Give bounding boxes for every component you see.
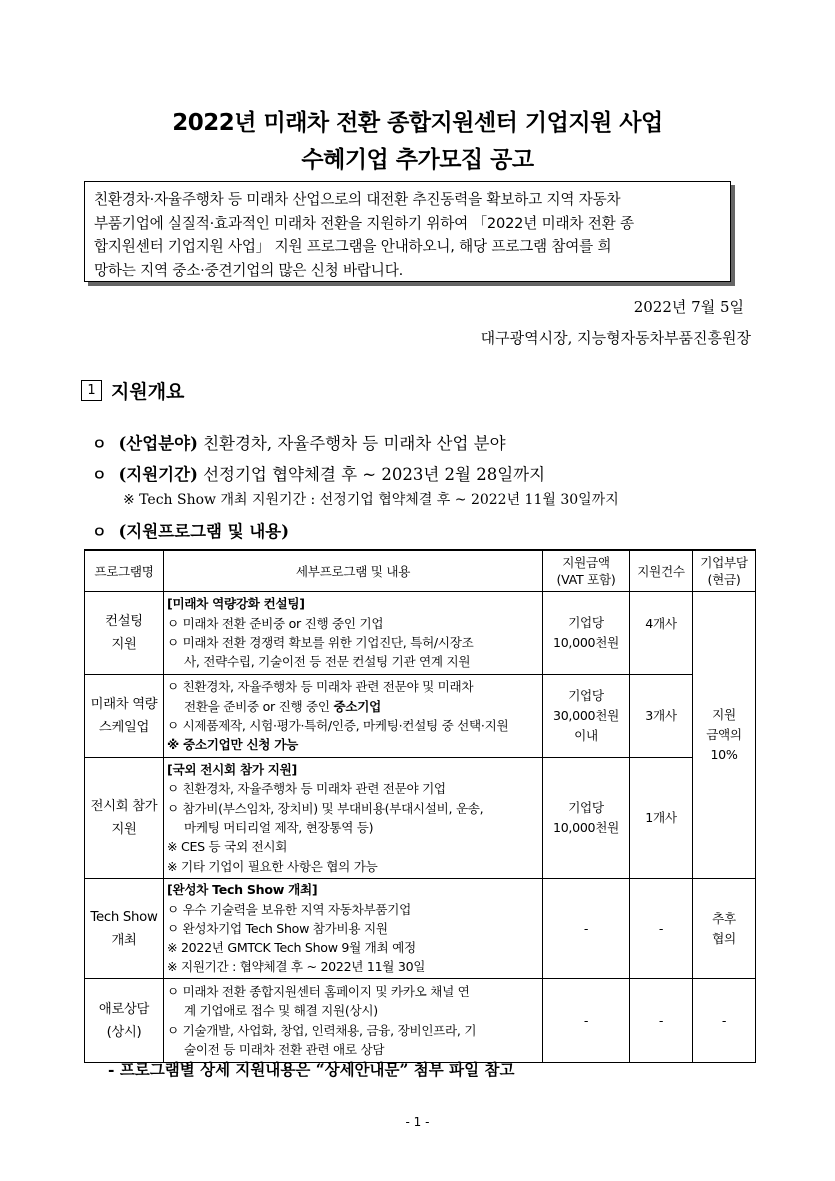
bullet-mark: ㅇ bbox=[92, 523, 107, 541]
program-amount: 기업당 10,000천원 bbox=[543, 758, 630, 879]
header-program-name: 프로그램명 bbox=[85, 550, 164, 592]
section-heading bbox=[81, 377, 184, 404]
program-amount: 기업당 30,000천원 이내 bbox=[543, 675, 630, 758]
program-burden: 지원 금액의 10% bbox=[693, 592, 756, 879]
table-row bbox=[85, 675, 756, 758]
document-title-line2: 수혜기업 추가모집 공고 bbox=[301, 147, 534, 173]
page-number: - 1 - bbox=[405, 1115, 430, 1129]
program-amount: - bbox=[543, 979, 630, 1063]
intro-line: 부품기업에 실질적·효과적인 미래차 전환을 지원하기 위하여 「2022년 미래차 전환 종 bbox=[94, 214, 634, 232]
program-detail: [미래차 역량강화 컨설팅] ㅇ 미래차 전환 준비중 or 진행 중인 기업 ㅇ 미래차 전환 경쟁력 확보를 위한 기업진단, 특허/시장조 사, 전략수립, 기술이전 등 전문 컨설팅 기관 연계 지원 bbox=[164, 592, 543, 675]
program-amount: 기업당 10,000천원 bbox=[543, 592, 630, 675]
program-name: 전시회 참가 지원 bbox=[85, 758, 164, 879]
bullet-period bbox=[92, 461, 545, 485]
period-note: ※ Tech Show 개최 지원기간 : 선정기업 협약체결 후 ~ 2022년 11월 30일까지 bbox=[123, 492, 619, 508]
bullet-text: 친환경차, 자율주행차 등 미래차 산업 분야 bbox=[197, 434, 506, 453]
table-footnote: - 프로그램별 상세 지원내용은 “상세안내문” 첨부 파일 참고 bbox=[108, 1060, 515, 1079]
program-count: - bbox=[630, 879, 693, 979]
program-detail: [완성차 Tech Show 개최] ㅇ 우수 기술력을 보유한 지역 자동차부품기업 ㅇ 완성차기업 Tech Show 참가비용 지원 ※ 2022년 GMTCK Tech Show 9월 개최 예정 ※ 지원기간 : 협약체결 후 ~ 2022년 11월 30일 bbox=[164, 879, 543, 979]
program-detail: ㅇ 미래차 전환 종합지원센터 홈페이지 및 카카오 채널 연 계 기업애로 접수 및 해결 지원(상시) ㅇ 기술개발, 사업화, 창업, 인력채용, 금융, 장비인프라, 기 술이전 등 미래차 전환 관련 애로 상담 bbox=[164, 979, 543, 1063]
header-amount: 지원금액 (VAT 포함) bbox=[543, 550, 630, 592]
program-detail: ㅇ 친환경차, 자율주행차 등 미래차 관련 전문야 및 미래차 전환을 준비중 or 진행 중인 중소기업 ㅇ 시제품제작, 시험·평가·특허/인증, 마케팅·컨설팅 중 선택·지원 ※ 중소기업만 신청 가능 bbox=[164, 675, 543, 758]
table-row bbox=[85, 879, 756, 979]
header-detail: 세부프로그램 및 내용 bbox=[164, 550, 543, 592]
section-title: 지원개요 bbox=[111, 381, 185, 403]
bullet-label: (지원프로그램 및 내용) bbox=[118, 522, 290, 541]
program-name: Tech Show 개최 bbox=[85, 879, 164, 979]
table-row bbox=[85, 758, 756, 879]
program-burden: - bbox=[693, 979, 756, 1063]
program-name: 컨설팅 지원 bbox=[85, 592, 164, 675]
bullet-industry bbox=[92, 430, 506, 454]
table-row bbox=[85, 979, 756, 1063]
program-count: 3개사 bbox=[630, 675, 693, 758]
intro-box bbox=[84, 181, 731, 282]
program-detail: [국외 전시회 참가 지원] ㅇ 친환경차, 자율주행차 등 미래차 관련 전문야 기업 ㅇ 참가비(부스임차, 장치비) 및 부대비용(부대시설비, 운송, 마케팅 머티리얼 제작, 현장통역 등) ※ CES 등 국외 전시회 ※ 기타 기업이 필요한 사항은 협의 가능 bbox=[164, 758, 543, 879]
program-count: - bbox=[630, 979, 693, 1063]
section-number-box: 1 bbox=[81, 380, 102, 401]
document-title-line1: 2022년 미래차 전환 종합지원센터 기업지원 사업 bbox=[172, 110, 663, 136]
program-name: 애로상담 (상시) bbox=[85, 979, 164, 1063]
issuer: 대구광역시장, 지능형자동차부품진흥원장 bbox=[480, 329, 751, 347]
announcement-date: 2022년 7월 5일 bbox=[633, 298, 744, 316]
intro-line: 합지원센터 기업지원 사업」 지원 프로그램을 안내하오니, 해당 프로그램 참여를 희 bbox=[94, 238, 612, 255]
bullet-mark: ㅇ bbox=[92, 435, 107, 453]
bullet-mark: ㅇ bbox=[92, 466, 107, 484]
intro-line: 망하는 지역 중소·중견기업의 많은 신청 바랍니다. bbox=[94, 261, 404, 279]
table-row bbox=[85, 592, 756, 675]
bullet-label: (산업분야) bbox=[118, 434, 198, 453]
bullet-label: (지원기간) bbox=[118, 465, 198, 484]
bullet-text: 선정기업 협약체결 후 ~ 2023년 2월 28일까지 bbox=[197, 465, 546, 484]
program-count: 1개사 bbox=[630, 758, 693, 879]
program-amount: - bbox=[543, 879, 630, 979]
program-burden: 추후 협의 bbox=[693, 879, 756, 979]
program-count: 4개사 bbox=[630, 592, 693, 675]
bullet-program bbox=[92, 518, 289, 542]
program-name: 미래차 역량 스케일업 bbox=[85, 675, 164, 758]
header-burden: 기업부담 (현금) bbox=[693, 550, 756, 592]
header-count: 지원건수 bbox=[630, 550, 693, 592]
intro-line: 친환경차·자율주행차 등 미래차 산업으로의 대전환 추진동력을 확보하고 지역 자동차 bbox=[94, 191, 621, 208]
program-table bbox=[84, 549, 756, 1063]
table-header-row bbox=[85, 550, 756, 592]
